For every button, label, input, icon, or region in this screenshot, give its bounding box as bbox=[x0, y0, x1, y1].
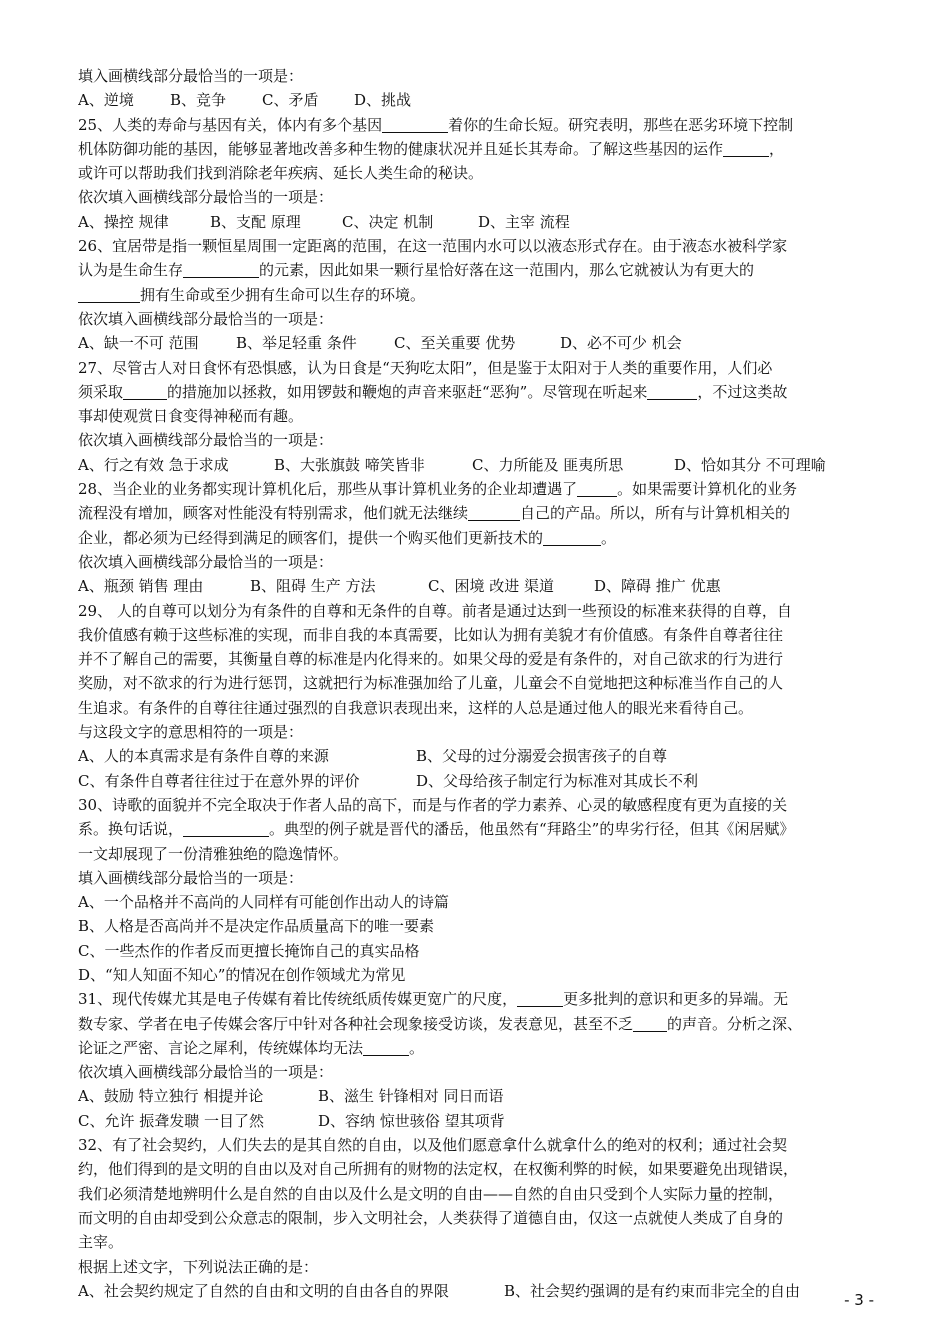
q27-options bbox=[78, 453, 878, 477]
q29-prompt: 与这段文字的意思相符的一项是： bbox=[78, 723, 304, 742]
option-c: C、矛盾 bbox=[262, 91, 319, 110]
option-b: B、支配 原理 bbox=[210, 212, 301, 231]
q32-line-3: 我们必须清楚地辨明什么是自然的自由以及什么是文明的自由——自然的自由只受到个人实际力量的控制， bbox=[78, 1184, 784, 1203]
option-d: D、容纳 惊世骇俗 望其项背 bbox=[318, 1111, 505, 1130]
q29-options-row-2 bbox=[78, 769, 878, 793]
q26-text: 认为是生命生存 bbox=[78, 261, 184, 280]
option-b: B、滋生 针锋相对 同日而语 bbox=[318, 1087, 504, 1106]
option-d: D、恰如其分 不可理喻 bbox=[674, 455, 826, 474]
option-a: A、操控 规律 bbox=[78, 212, 169, 231]
q26-line-3 bbox=[78, 283, 878, 307]
q31-text: 的声音。分析之深、 bbox=[667, 1014, 803, 1033]
q28-text: 流程没有增加，顾客对性能没有特别需求，他们就无法继续 bbox=[78, 504, 469, 523]
q28-line-1 bbox=[78, 477, 878, 501]
fill-blank bbox=[723, 141, 769, 157]
page-number: - 3 - bbox=[844, 1291, 874, 1309]
q28-text: 企业，都必须为已经得到满足的顾客们，提供一个购买他们更新技术的 bbox=[78, 528, 544, 547]
q27-prompt: 依次填入画横线部分最恰当的一项是： bbox=[78, 431, 334, 450]
q28-line-2 bbox=[78, 501, 878, 525]
q31-prompt: 依次填入画横线部分最恰当的一项是： bbox=[78, 1063, 334, 1082]
q32-line-5: 主宰。 bbox=[78, 1233, 124, 1252]
q30-text: 系。换句话说， bbox=[78, 820, 184, 839]
exam-page bbox=[78, 64, 878, 1303]
option-b: B、大张旗鼓 啼笑皆非 bbox=[274, 455, 425, 474]
q27-text: ，不过这类故 bbox=[697, 382, 788, 401]
option-a: A、一个品格并不高尚的人同样有可能创作出动人的诗篇 bbox=[78, 893, 449, 912]
q27-line-3: 事却使观赏日食变得神秘而有趣。 bbox=[78, 407, 304, 426]
q30-text: 。典型的例子就是晋代的潘岳，他虽然有“拜路尘”的卑劣行径，但其《闲居赋》 bbox=[269, 820, 795, 839]
option-b: B、阻碍 生产 方法 bbox=[250, 577, 376, 596]
q31-options-row-2 bbox=[78, 1109, 878, 1133]
option-b: B、举足轻重 条件 bbox=[236, 334, 357, 353]
option-a: A、鼓励 特立独行 相提并论 bbox=[78, 1087, 264, 1106]
option-a: A、行之有效 急于求成 bbox=[78, 455, 229, 474]
fill-blank bbox=[363, 1040, 409, 1056]
q27-line-2 bbox=[78, 380, 878, 404]
q31-line-2 bbox=[78, 1012, 878, 1036]
q25-prompt: 依次填入画横线部分最恰当的一项是： bbox=[78, 188, 334, 207]
q28-text: 自己的产品。所以，所有与计算机相关的 bbox=[520, 504, 791, 523]
q26-text: 拥有生命或至少拥有生命可以生存的环境。 bbox=[140, 285, 426, 304]
q26-text: 的元素，因此如果一颗行星恰好落在这一范围内，那么它就被认为有更大的 bbox=[259, 261, 755, 280]
q28-line-3 bbox=[78, 526, 878, 550]
q25-text: ， bbox=[769, 139, 785, 158]
fill-blank bbox=[183, 262, 259, 278]
q31-text: 论证之严密、言论之犀利，传统媒体均无法 bbox=[78, 1038, 364, 1057]
q27-line-1: 27、尽管古人对日食怀有恐惧感，认为日食是“天狗吃太阳”，但是鉴于太阳对于人类的重要作用，人们必 bbox=[78, 358, 773, 377]
q28-options bbox=[78, 574, 878, 598]
q25-text: 25、人类的寿命与基因有关，体内有多个基因 bbox=[78, 115, 383, 134]
q30-prompt: 填入画横线部分最恰当的一项是： bbox=[78, 868, 304, 887]
q25-line-2 bbox=[78, 137, 878, 161]
q28-prompt: 依次填入画横线部分最恰当的一项是： bbox=[78, 552, 334, 571]
q32-line-1: 32、有了社会契约，人们失去的是其自然的自由，以及他们愿意拿什么就拿什么的绝对的权利；通过社会契 bbox=[78, 1136, 788, 1155]
q24-prompt: 填入画横线部分最恰当的一项是： bbox=[78, 67, 304, 85]
fill-blank bbox=[577, 481, 617, 497]
q25-text: 着你的生命长短。研究表明，那些在恶劣环境下控制 bbox=[448, 115, 794, 134]
q26-prompt: 依次填入画横线部分最恰当的一项是： bbox=[78, 309, 334, 328]
q30-line-1: 30、诗歌的面貌并不完全取决于作者人品的高下，而是与作者的学力素养、心灵的敏感程度有更为直接的关 bbox=[78, 795, 788, 814]
q25-line-1 bbox=[78, 113, 878, 137]
option-c: C、允许 振聋发聩 一目了然 bbox=[78, 1111, 265, 1130]
fill-blank bbox=[647, 384, 697, 400]
q30-line-3: 一文却展现了一份清雅独绝的隐逸情怀。 bbox=[78, 844, 349, 863]
q26-line-1: 26、宜居带是指一颗恒星周围一定距离的范围，在这一范围内水可以以液态形式存在。由于液态水被科学家 bbox=[78, 237, 788, 256]
q31-text: 数专家、学者在电子传媒会客厅中针对各种社会现象接受访谈，发表意见，甚至不乏 bbox=[78, 1014, 634, 1033]
q26-line-2 bbox=[78, 258, 878, 282]
q29-options-row-1 bbox=[78, 744, 878, 768]
q29-line-1: 29、 人的自尊可以划分为有条件的自尊和无条件的自尊。前者是通过达到一些预设的标准来获得的自尊，自 bbox=[78, 601, 792, 620]
q29-line-5: 生追求。有条件的自尊往往通过强烈的自我意识表现出来，这样的人总是通过他人的眼光来看待自己。 bbox=[78, 698, 754, 717]
option-b: B、竞争 bbox=[170, 91, 227, 110]
q25-text: 机体防御功能的基因，能够显著地改善多种生物的健康状况并且延长其寿命。了解这些基因的运作 bbox=[78, 139, 724, 158]
fill-blank bbox=[543, 530, 601, 546]
option-a: A、逆境 bbox=[78, 91, 134, 110]
option-c: C、决定 机制 bbox=[342, 212, 434, 231]
fill-blank bbox=[183, 821, 269, 837]
option-d: D、父母给孩子制定行为标准对其成长不利 bbox=[416, 771, 699, 790]
q31-text: 。 bbox=[409, 1038, 425, 1057]
option-d: D、挑战 bbox=[354, 91, 412, 110]
q31-options-row-1 bbox=[78, 1084, 878, 1108]
option-d: D、必不可少 机会 bbox=[560, 334, 682, 353]
fill-blank bbox=[78, 287, 140, 303]
fill-blank bbox=[123, 384, 167, 400]
option-b: B、社会契约强调的是有约束而非完全的自由 bbox=[504, 1281, 801, 1300]
option-b: B、人格是否高尚并不是决定作品质量高下的唯一要素 bbox=[78, 917, 435, 936]
option-d: D、主宰 流程 bbox=[478, 212, 570, 231]
option-b: B、父母的过分溺爱会损害孩子的自尊 bbox=[416, 747, 668, 766]
q31-text: 31、现代传媒尤其是电子传媒有着比传统纸质传媒更宽广的尺度， bbox=[78, 990, 518, 1009]
q31-text: 更多批判的意识和更多的异端。无 bbox=[563, 990, 789, 1009]
option-d: D、“知人知面不知心”的情况在创作领域尤为常见 bbox=[78, 965, 406, 984]
q27-text: 的措施加以拯救，如用锣鼓和鞭炮的声音来驱赶“恶狗”。尽管现在听起来 bbox=[167, 382, 648, 401]
q29-line-4: 奖励，对不欲求的行为进行惩罚，这就把行为标准强加给了儿童，儿童会不自觉地把这种标准当作自己的人 bbox=[78, 674, 784, 693]
q27-text: 须采取 bbox=[78, 382, 124, 401]
fill-blank bbox=[382, 117, 448, 133]
q25-options bbox=[78, 210, 878, 234]
fill-blank bbox=[468, 505, 520, 521]
q31-line-1 bbox=[78, 987, 878, 1011]
q28-text: 。如果需要计算机化的业务 bbox=[617, 480, 798, 499]
q25-line-3: 或许可以帮助我们找到消除老年疾病、延长人类生命的秘诀。 bbox=[78, 164, 484, 183]
q28-text: 。 bbox=[601, 528, 617, 547]
option-a: A、社会契约规定了自然的自由和文明的自由各自的界限 bbox=[78, 1281, 449, 1300]
q31-line-3 bbox=[78, 1036, 878, 1060]
q28-text: 28、当企业的业务都实现计算机化后，那些从事计算机业务的企业却遭遇了 bbox=[78, 480, 578, 499]
option-c: C、一些杰作的作者反而更擅长掩饰自己的真实品格 bbox=[78, 941, 420, 960]
q29-line-2: 我价值感有赖于这些标准的实现，而非自我的本真需要，比如认为拥有美貌才有价值感。有条件自尊者往往 bbox=[78, 625, 784, 644]
option-d: D、障碍 推广 优惠 bbox=[594, 577, 721, 596]
option-a: A、人的本真需求是有条件自尊的来源 bbox=[78, 747, 329, 766]
q32-options-row-1 bbox=[78, 1279, 878, 1303]
q30-line-2 bbox=[78, 817, 878, 841]
option-c: C、至关重要 优势 bbox=[394, 334, 516, 353]
q24-options bbox=[78, 88, 878, 112]
q32-line-4: 而文明的自由却受到公众意志的限制，步入文明社会，人类获得了道德自由，仅这一点就使人类成了自身的 bbox=[78, 1208, 784, 1227]
fill-blank bbox=[517, 991, 563, 1007]
q32-line-2: 约，他们得到的是文明的自由以及对自己所拥有的财物的法定权，在权衡利弊的时候，如果要避免出现错误， bbox=[78, 1160, 799, 1179]
option-a: A、缺一不可 范围 bbox=[78, 334, 199, 353]
option-c: C、有条件自尊者往往过于在意外界的评价 bbox=[78, 771, 360, 790]
option-c: C、困境 改进 渠道 bbox=[428, 577, 555, 596]
q32-prompt: 根据上述文字，下列说法正确的是： bbox=[78, 1257, 319, 1276]
fill-blank bbox=[633, 1016, 667, 1032]
q29-line-3: 并不了解自己的需要，其衡量自尊的标准是内化得来的。如果父母的爱是有条件的，对自己欲求的行为进行 bbox=[78, 650, 784, 669]
option-a: A、瓶颈 销售 理由 bbox=[78, 577, 204, 596]
option-c: C、力所能及 匪夷所思 bbox=[472, 455, 624, 474]
q26-options bbox=[78, 331, 878, 355]
